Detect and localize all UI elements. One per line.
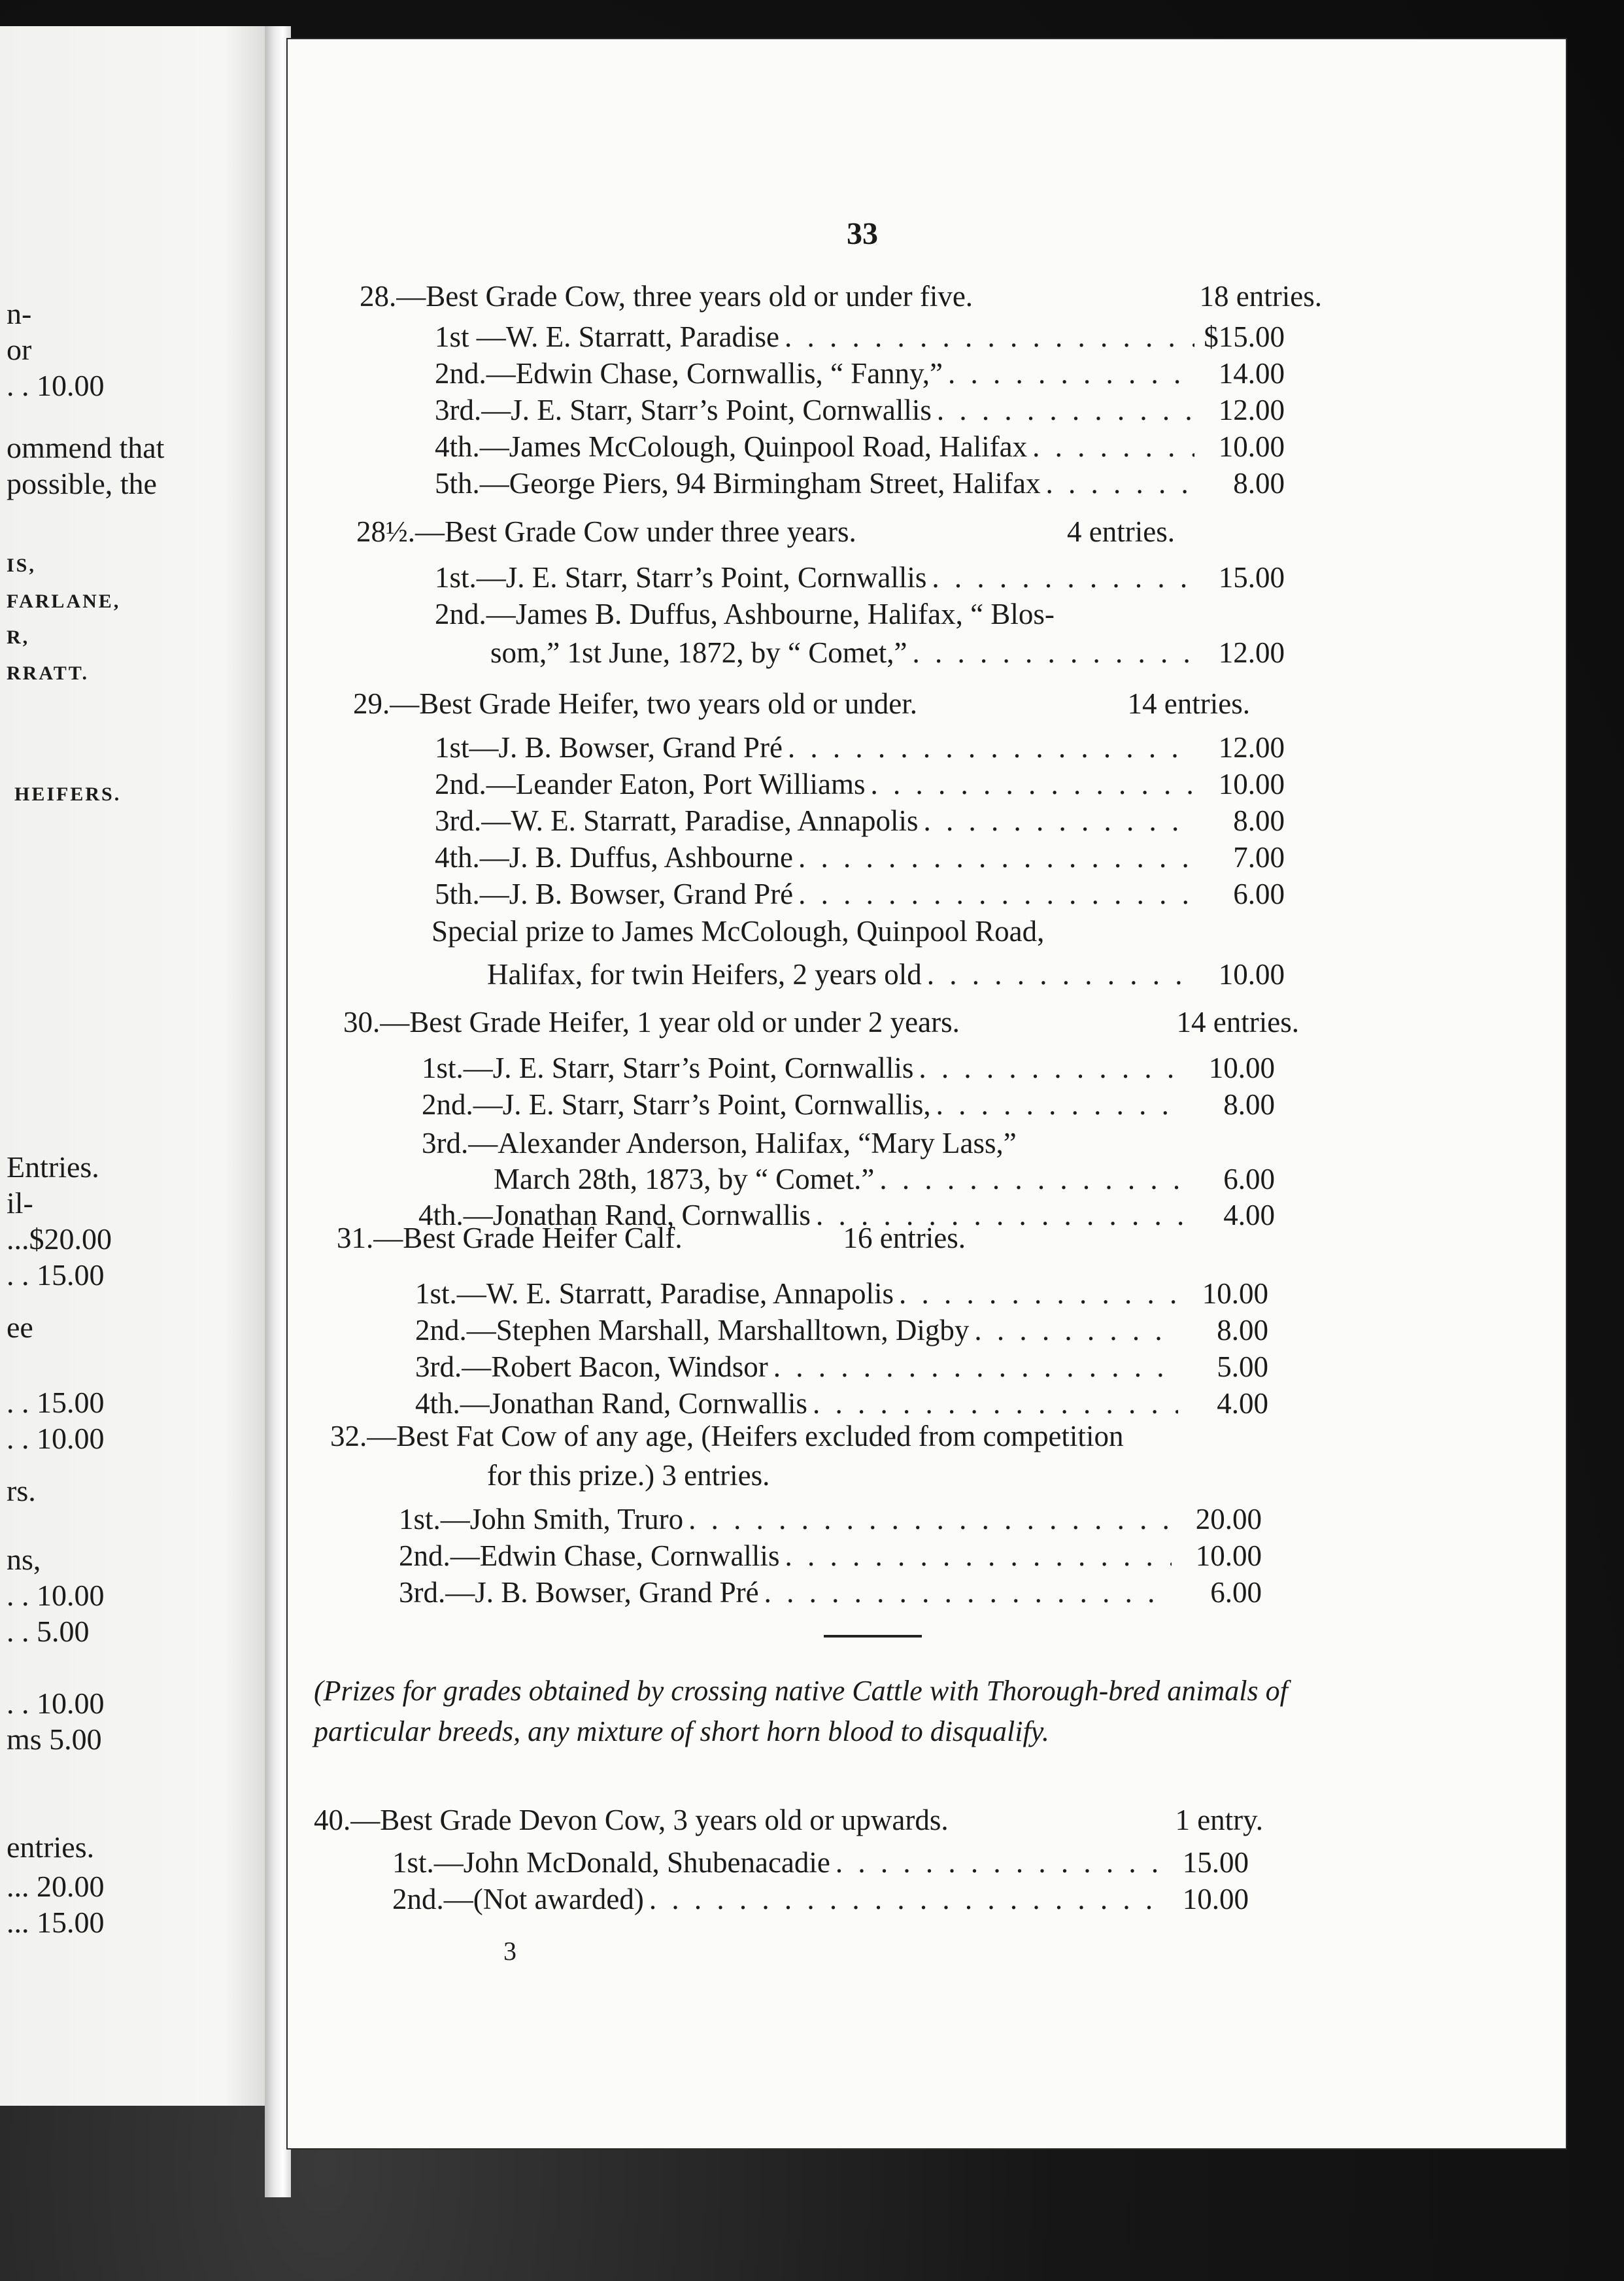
prize-winner: 1st—J. B. Bowser, Grand Pré: [435, 731, 783, 764]
prize-amount: 14.00: [1218, 357, 1285, 390]
leader-dots: [912, 634, 1194, 671]
prize-amount: 5.00: [1217, 1350, 1268, 1383]
prize-entry: [415, 1348, 1268, 1385]
section-heading: [360, 278, 1321, 315]
prize-entry: [415, 1385, 1268, 1422]
prize-amount: 8.00: [1223, 1088, 1275, 1121]
leader-dots: [1032, 428, 1194, 465]
leader-dots: [879, 1161, 1185, 1197]
leader-dots: [919, 1050, 1185, 1086]
leader-dots: [936, 1086, 1185, 1123]
prize-entry: [435, 318, 1285, 355]
left-text-line: rs.: [7, 1474, 36, 1507]
book-gutter: [265, 26, 291, 2197]
section-heading: 32.—Best Fat Cow of any age, (Heifers excluded from competition: [330, 1420, 1124, 1452]
leader-dots: [788, 729, 1194, 766]
prize-winner: 4th.—James McColough, Quinpool Road, Halifax: [435, 430, 1028, 463]
left-text-line: ee: [7, 1311, 33, 1344]
leader-dots: [798, 876, 1194, 912]
prize-winner: som,” 1st June, 1872, by “ Comet,”: [490, 636, 907, 669]
prize-entry: [487, 956, 1285, 993]
left-text-line: . . 10.00: [7, 369, 105, 402]
prize-amount: 10.00: [1208, 1052, 1275, 1084]
left-text-line: ...$20.00: [7, 1222, 112, 1256]
left-text-line: ns,: [7, 1543, 41, 1576]
prize-entry: [422, 1050, 1275, 1086]
section-heading: [356, 513, 1174, 550]
left-text-line: FARLANE,: [7, 591, 121, 612]
left-text-line: ms 5.00: [7, 1723, 102, 1756]
prize-amount: 10.00: [1218, 430, 1285, 463]
prize-amount: 4.00: [1223, 1199, 1275, 1231]
prize-entry: [399, 1574, 1262, 1611]
leader-dots: [948, 355, 1194, 392]
prize-winner: 4th.—Jonathan Rand, Cornwallis: [418, 1199, 811, 1231]
left-page-fragment: [0, 26, 265, 2106]
prize-winner: 1st.—W. E. Starratt, Paradise, Annapolis: [415, 1277, 894, 1310]
prize-amount: 8.00: [1217, 1314, 1268, 1346]
prize-entry: [435, 559, 1285, 596]
prize-entry: [435, 729, 1285, 766]
prize-amount: 8.00: [1233, 467, 1285, 500]
prize-amount: 7.00: [1233, 841, 1285, 874]
entry-count: 18 entries.: [1199, 280, 1322, 313]
prize-amount: 12.00: [1218, 636, 1285, 669]
leader-dots: [649, 1881, 1159, 1917]
prize-winner: 3rd.—W. E. Starratt, Paradise, Annapolis: [435, 804, 919, 837]
prize-entry: [435, 428, 1285, 465]
section-heading-continued: for this prize.) 3 entries.: [487, 1459, 770, 1492]
prize-entry: [494, 1161, 1275, 1197]
prize-amount: 10.00: [1182, 1883, 1249, 1915]
section-heading: [337, 1220, 964, 1256]
prize-amount: 6.00: [1233, 878, 1285, 910]
prize-winner: 5th.—George Piers, 94 Birmingham Street, Halifax: [435, 467, 1041, 500]
prize-winner: March 28th, 1873, by “ Comet.”: [494, 1163, 875, 1195]
prize-winner: 2nd.—Edwin Chase, Cornwallis: [399, 1539, 780, 1572]
prize-winner: 1st.—John Smith, Truro: [399, 1503, 684, 1535]
prize-amount: 10.00: [1218, 958, 1285, 991]
prize-winner: 1st —W. E. Starratt, Paradise: [435, 320, 779, 353]
leader-dots: [923, 802, 1194, 839]
prize-winner-line: Special prize to James McColough, Quinpool Road,: [431, 915, 1045, 948]
left-text-line: Entries.: [7, 1150, 99, 1184]
entry-count: 14 entries.: [1127, 687, 1250, 720]
left-text-line: R,: [7, 626, 30, 648]
prize-winner-line: 2nd.—James B. Duffus, Ashbourne, Halifax, “ Blos-: [435, 598, 1055, 630]
prize-amount: 20.00: [1195, 1503, 1262, 1535]
page-number: 33: [847, 216, 878, 251]
prize-entry: [435, 802, 1285, 839]
prize-entry: [422, 1086, 1275, 1123]
left-text-line: . . 10.00: [7, 1687, 105, 1720]
leader-dots: [870, 766, 1194, 802]
prize-amount: 12.00: [1218, 731, 1285, 764]
left-section-heading: HEIFERS.: [14, 783, 122, 805]
section-heading: [353, 685, 1249, 722]
left-text-line: possible, the: [7, 467, 157, 500]
prize-winner: 2nd.—J. E. Starr, Starr’s Point, Cornwallis,: [422, 1088, 931, 1121]
prize-amount: 6.00: [1223, 1163, 1275, 1195]
prize-winner: 2nd.—Leander Eaton, Port Williams: [435, 768, 866, 800]
leader-dots: [974, 1312, 1178, 1348]
prize-entry: [435, 465, 1285, 502]
leader-dots: [798, 839, 1194, 876]
left-text-line: . . 10.00: [7, 1422, 105, 1455]
leader-dots: [764, 1574, 1172, 1611]
prize-amount: 12.00: [1218, 394, 1285, 426]
section-title: 28.—Best Grade Cow, three years old or under five.: [360, 280, 973, 313]
left-text-line: ... 15.00: [7, 1906, 105, 1939]
leader-dots: [937, 392, 1194, 428]
leader-dots: [773, 1348, 1178, 1385]
left-text-line: ommend that: [7, 431, 165, 464]
left-text-line: . . 10.00: [7, 1579, 105, 1612]
leader-dots: [785, 318, 1194, 355]
prize-winner: 2nd.—Stephen Marshall, Marshalltown, Digby: [415, 1314, 970, 1346]
entry-count: 4 entries.: [1067, 515, 1175, 548]
prize-winner: 1st.—J. E. Starr, Starr’s Point, Cornwallis: [435, 561, 927, 594]
prize-winner: 4th.—J. B. Duffus, Ashbourne: [435, 841, 793, 874]
left-text-line: . . 5.00: [7, 1615, 90, 1648]
prize-winner: Halifax, for twin Heifers, 2 years old: [487, 958, 922, 991]
prize-entry: [435, 355, 1285, 392]
left-text-line: . . 15.00: [7, 1386, 105, 1419]
prize-entry: [435, 766, 1285, 802]
prize-entry: [399, 1537, 1262, 1574]
prize-amount: 15.00: [1218, 561, 1285, 594]
entry-count: 14 entries.: [1176, 1006, 1299, 1038]
prize-amount: $15.00: [1204, 320, 1285, 353]
prize-entry: [392, 1881, 1249, 1917]
leader-dots: [932, 559, 1194, 596]
left-text-line: il-: [7, 1186, 33, 1220]
prize-entry: [392, 1844, 1249, 1881]
left-text-line: entries.: [7, 1830, 95, 1864]
prize-amount: 4.00: [1217, 1387, 1268, 1420]
prize-amount: 10.00: [1195, 1539, 1262, 1572]
leader-dots: [785, 1537, 1172, 1574]
left-text-line: n-: [7, 297, 32, 330]
prize-winner: 3rd.—Robert Bacon, Windsor: [415, 1350, 768, 1383]
leader-dots: [1046, 465, 1195, 502]
prize-entry: [435, 392, 1285, 428]
prize-entry: [435, 876, 1285, 912]
prize-winner: 1st.—John McDonald, Shubenacadie: [392, 1846, 830, 1879]
prize-amount: 10.00: [1202, 1277, 1268, 1310]
prize-winner: 2nd.—(Not awarded): [392, 1883, 644, 1915]
section-heading: [343, 1004, 1298, 1040]
entry-count: 1 entry.: [1175, 1804, 1263, 1836]
prize-entry: [399, 1501, 1262, 1537]
prize-winner: 1st.—J. E. Starr, Starr’s Point, Cornwallis: [422, 1052, 914, 1084]
leader-dots: [899, 1275, 1178, 1312]
prize-amount: 6.00: [1210, 1576, 1262, 1609]
left-text-line: or: [7, 333, 32, 366]
section-title: 30.—Best Grade Heifer, 1 year old or under 2 years.: [343, 1006, 960, 1038]
left-text-line: . . 15.00: [7, 1258, 105, 1292]
leader-dots: [813, 1385, 1178, 1422]
section-title: 40.—Best Grade Devon Cow, 3 years old or upwards.: [314, 1804, 949, 1836]
section-heading: [314, 1802, 1262, 1838]
section-title: 29.—Best Grade Heifer, two years old or under.: [353, 687, 917, 720]
left-text-line: RRATT.: [7, 662, 90, 684]
prize-winner-line: 3rd.—Alexander Anderson, Halifax, “Mary Lass,”: [422, 1127, 1017, 1159]
prize-amount: 8.00: [1233, 804, 1285, 837]
prize-entry: [415, 1312, 1268, 1348]
prize-winner: 5th.—J. B. Bowser, Grand Pré: [435, 878, 794, 910]
entry-count: 16 entries.: [843, 1222, 966, 1254]
prize-winner: 3rd.—J. B. Bowser, Grand Pré: [399, 1576, 759, 1609]
leader-dots: [836, 1844, 1159, 1881]
prize-winner: 4th.—Jonathan Rand, Cornwallis: [415, 1387, 807, 1420]
prize-amount: 10.00: [1218, 768, 1285, 800]
prize-amount: 15.00: [1182, 1846, 1249, 1879]
prize-winner: 2nd.—Edwin Chase, Cornwallis, “ Fanny,”: [435, 357, 943, 390]
section-title: 28½.—Best Grade Cow under three years.: [356, 515, 856, 548]
prize-entry: [490, 634, 1285, 671]
leader-dots: [688, 1501, 1172, 1537]
signature-mark: 3: [503, 1936, 516, 1966]
section-title: 31.—Best Grade Heifer Calf.: [337, 1222, 683, 1254]
prize-entry: [415, 1275, 1268, 1312]
left-text-line: IS,: [7, 555, 36, 576]
section-divider: [824, 1635, 922, 1638]
italic-note: (Prizes for grades obtained by crossing native Cattle with Thorough-bred animals of particular breeds, any mixture of short horn blood to disqualify.: [314, 1675, 1288, 1747]
left-text-line: ... 20.00: [7, 1870, 105, 1903]
prize-entry: [435, 839, 1285, 876]
prize-winner: 3rd.—J. E. Starr, Starr’s Point, Cornwallis: [435, 394, 932, 426]
leader-dots: [927, 956, 1194, 993]
